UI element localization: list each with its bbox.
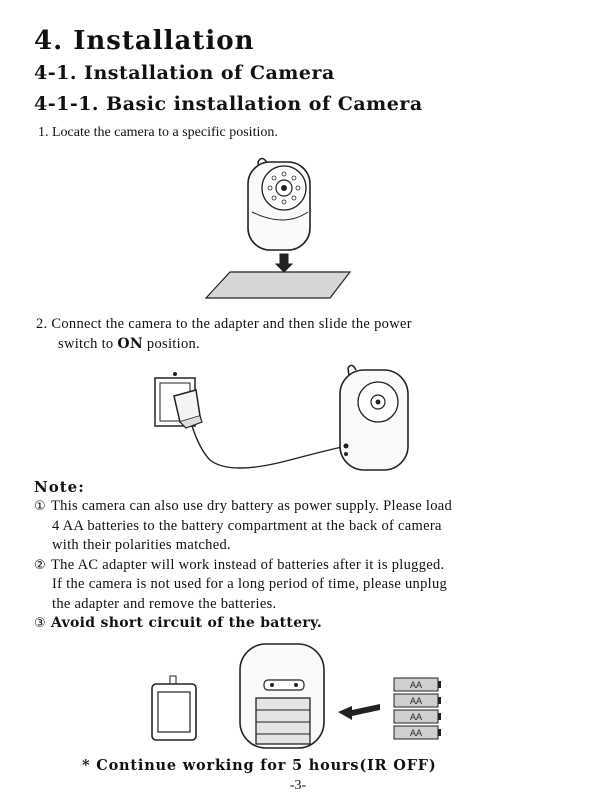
aa-batteries-icon <box>394 678 441 739</box>
step-2-prefix: switch to <box>58 336 118 352</box>
section-title: 4. Installation <box>34 26 255 56</box>
power-cable <box>192 426 346 468</box>
note-2-marker: ② <box>34 557 46 573</box>
step-2-suffix: position. <box>142 336 200 352</box>
battery-cover-icon <box>152 676 196 740</box>
subsection-title: 4-1. Installation of Camera <box>34 62 335 84</box>
note-1-line-1 <box>34 497 564 517</box>
note-2-line-2: If the camera is not used for a long period of time, please unplug <box>52 576 448 592</box>
note-title: Note: <box>34 478 85 496</box>
note-3-line-1 <box>34 614 564 634</box>
battery-duration-note: * Continue working for 5 hours(IR OFF) <box>82 757 437 774</box>
camera-on-surface-illustration <box>200 150 360 310</box>
step-2-text <box>36 314 412 354</box>
step-2-on-label: ON <box>117 336 143 352</box>
down-arrow-icon <box>276 254 292 272</box>
note-2-line-1 <box>34 556 564 576</box>
battery-label-4: AA <box>410 728 423 738</box>
adapter-camera-illustration <box>150 360 420 480</box>
camera-back-icon <box>240 644 324 748</box>
note-2-text: The AC adapter will work instead of batteries after it is plugged. <box>51 556 445 573</box>
camera-front-icon <box>248 158 310 250</box>
subsubsection-title: 4-1-1. Basic installation of Camera <box>34 93 423 115</box>
camera-side-icon <box>340 365 408 470</box>
note-2-line-3: the adapter and remove the batteries. <box>52 595 277 612</box>
battery-label-1: AA <box>410 680 423 690</box>
note-1-line-2: 4 AA batteries to the battery compartment at the back of camera <box>52 517 442 534</box>
note-1-text: This camera can also use dry battery as power supply. Please load <box>51 498 453 514</box>
surface-plate <box>206 272 350 298</box>
note-1-line-3: with their polarities matched. <box>52 537 231 553</box>
step-1-text: 1. Locate the camera to a specific position. <box>38 125 278 140</box>
notes-list <box>34 497 564 634</box>
page-number: -3- <box>289 778 307 793</box>
step-2-line-2 <box>36 334 412 354</box>
note-3-marker: ③ <box>34 616 46 631</box>
note-3-text: Avoid short circuit of the battery. <box>51 615 323 631</box>
battery-label-2: AA <box>410 696 423 706</box>
step-2-line-1: 2. Connect the camera to the adapter and then slide the power <box>36 316 412 332</box>
battery-label-3: AA <box>410 712 423 722</box>
note-1-marker: ① <box>34 499 46 514</box>
battery-installation-illustration <box>148 640 458 750</box>
left-arrow-icon <box>338 704 380 720</box>
